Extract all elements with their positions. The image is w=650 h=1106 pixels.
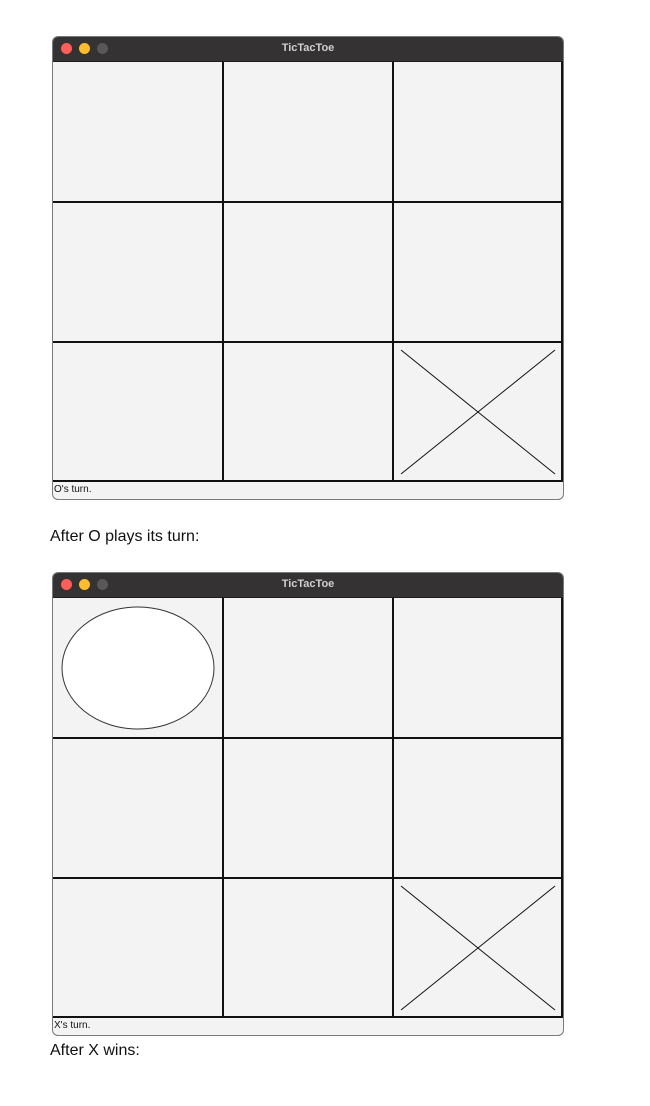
caption-after-o: After O plays its turn: (50, 528, 200, 545)
board-cell-2-2[interactable] (223, 202, 393, 342)
grid-line-vertical-2 (392, 598, 394, 1018)
grid-line-vertical-2 (392, 62, 394, 482)
grid-line-vertical-1 (222, 598, 224, 1018)
board-cell-3-1[interactable] (53, 878, 223, 1018)
board-cell-2-1[interactable] (53, 202, 223, 342)
board-cell-2-3[interactable] (393, 738, 563, 878)
board-cell-2-3[interactable] (393, 202, 563, 342)
window-title: TicTacToe (281, 578, 335, 590)
board-cell-3-3[interactable] (393, 878, 563, 1018)
board-cell-3-3[interactable] (393, 342, 563, 482)
board-cell-1-3[interactable] (393, 62, 563, 202)
board-cell-2-2[interactable] (223, 738, 393, 878)
window-title: TicTacToe (281, 42, 335, 54)
board-cell-3-2[interactable] (223, 878, 393, 1018)
tictactoe-window-1 (52, 36, 564, 500)
grid-line-vertical-1 (222, 62, 224, 482)
board-cell-1-2[interactable] (223, 598, 393, 738)
board-cell-2-1[interactable] (53, 738, 223, 878)
title-bar[interactable] (53, 37, 563, 62)
o-ellipse (62, 607, 214, 729)
grid-line-horizontal-3 (53, 1016, 563, 1018)
caption-after-x: After X wins: (50, 1042, 140, 1059)
grid-line-horizontal-1 (53, 737, 563, 739)
x-mark (393, 878, 563, 1018)
board-cell-1-2[interactable] (223, 62, 393, 202)
board-cell-3-2[interactable] (223, 342, 393, 482)
status-label: X's turn. (54, 1020, 91, 1031)
status-label: O's turn. (54, 484, 92, 495)
grid-line-right-edge (561, 598, 563, 1018)
grid-line-horizontal-2 (53, 341, 563, 343)
board-cell-3-1[interactable] (53, 342, 223, 482)
title-bar[interactable] (53, 573, 563, 598)
board-cell-1-1[interactable] (53, 62, 223, 202)
x-mark (393, 342, 563, 482)
grid-line-right-edge (561, 62, 563, 482)
board-cell-1-3[interactable] (393, 598, 563, 738)
grid-line-horizontal-2 (53, 877, 563, 879)
board-cell-1-1[interactable] (53, 598, 223, 738)
grid-line-horizontal-1 (53, 201, 563, 203)
grid-line-horizontal-3 (53, 480, 563, 482)
o-mark (53, 598, 223, 738)
game-board (53, 62, 563, 482)
tictactoe-window-2 (52, 572, 564, 1036)
game-board (53, 598, 563, 1018)
